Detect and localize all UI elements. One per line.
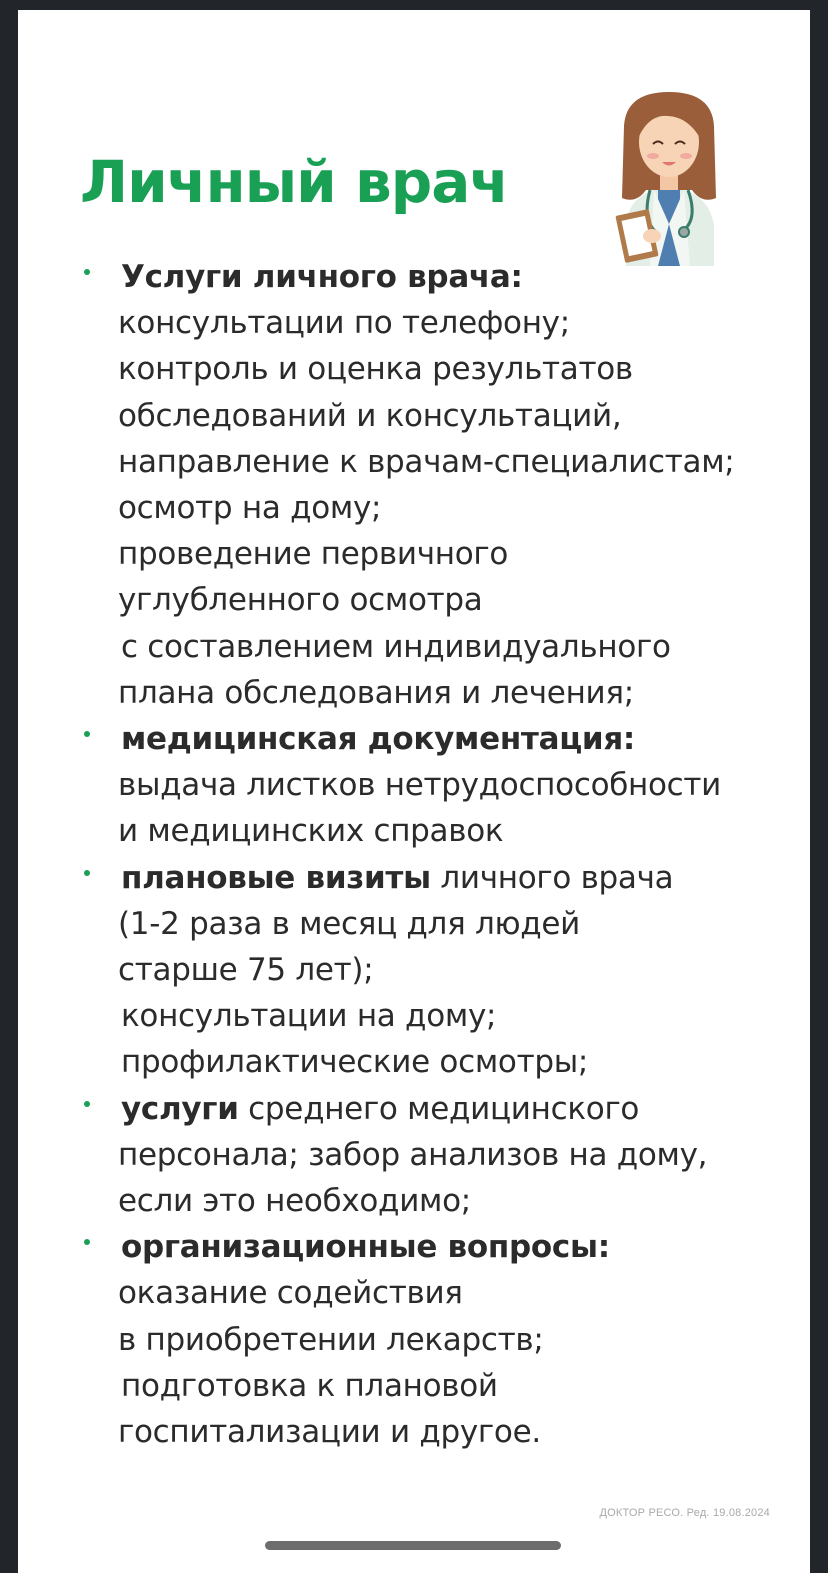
section-line: консультации по телефону; xyxy=(118,305,570,342)
section-heading: услуги xyxy=(121,1090,239,1127)
bullet-icon xyxy=(84,1101,90,1107)
section-line: обследований и консультаций, xyxy=(118,397,622,434)
section-line: консультации на дому; xyxy=(121,998,497,1035)
section-heading-rest: личного врача xyxy=(430,859,674,896)
bullet-icon xyxy=(84,731,90,737)
section-line: с составлением индивидуального xyxy=(121,628,671,665)
list-item xyxy=(80,1086,800,1225)
section-line: осмотр на дому; xyxy=(118,490,382,527)
bullet-icon xyxy=(84,269,90,275)
section-heading: Услуги личного врача: xyxy=(121,259,523,295)
bullet-icon xyxy=(84,1239,90,1245)
section-heading: медицинская документация: xyxy=(121,721,636,758)
section-line: и медицинских справок xyxy=(118,813,504,850)
section-heading-line xyxy=(118,855,800,901)
section-line: старше 75 лет); xyxy=(118,952,374,989)
section-heading-rest: среднего медицинского xyxy=(238,1090,640,1127)
section-line: углубленного осмотра xyxy=(118,582,483,619)
section-line: плана обследования и лечения; xyxy=(118,674,634,711)
services-list xyxy=(80,254,800,1455)
section-heading: плановые визиты xyxy=(121,859,431,896)
section-line: подготовка к плановой xyxy=(121,1367,498,1404)
list-item xyxy=(80,716,800,855)
section-heading-line xyxy=(118,1086,800,1132)
section-line: профилактические осмотры; xyxy=(121,1044,589,1081)
section-heading: организационные вопросы: xyxy=(121,1229,610,1266)
page-title: Личный врач xyxy=(80,148,509,216)
list-item xyxy=(80,254,800,716)
footer-note: ДОКТОР РЕСО. Ред. 19.08.2024 xyxy=(599,1507,770,1519)
section-line: контроль и оценка результатов xyxy=(118,351,633,388)
section-line: оказание содействия xyxy=(118,1275,463,1312)
list-item xyxy=(80,1224,800,1455)
section-line: персонала; забор анализов на дому, xyxy=(118,1136,708,1173)
section-line: госпитализации и другое. xyxy=(118,1414,541,1451)
doctor-illustration-icon xyxy=(606,86,732,266)
section-line: в приобретении лекарств; xyxy=(118,1321,544,1358)
section-line: проведение первичного xyxy=(118,536,509,573)
section-line: (1-2 раза в месяц для людей xyxy=(118,905,581,942)
document-card xyxy=(18,10,810,1573)
section-line: если это необходимо; xyxy=(118,1183,471,1220)
home-indicator[interactable] xyxy=(265,1541,561,1550)
section-line: направление к врачам-специалистам; xyxy=(118,443,735,480)
section-line: выдача листков нетрудоспособности xyxy=(118,767,722,804)
bullet-icon xyxy=(84,870,90,876)
list-item xyxy=(80,855,800,1086)
